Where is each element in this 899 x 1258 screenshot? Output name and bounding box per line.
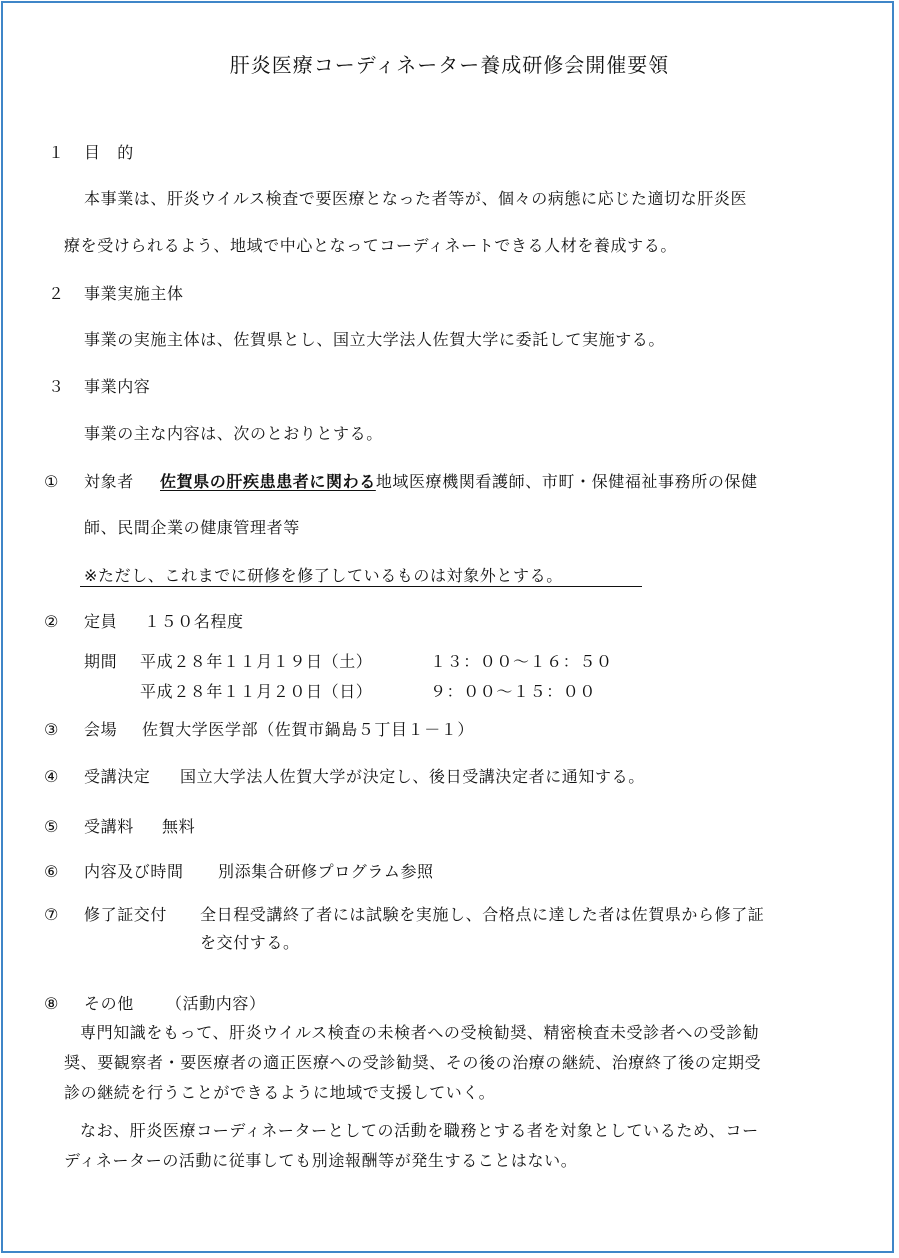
- item-7-mark: ⑦: [44, 905, 59, 924]
- item-7-label: 修了証交付: [84, 905, 168, 924]
- item-7-line-2: を交付する。: [200, 933, 300, 952]
- item-6-value: 別添集合研修プログラム参照: [218, 862, 434, 881]
- item-4-mark: ④: [44, 767, 59, 786]
- item-2-value: １５０名程度: [144, 612, 244, 631]
- section-2-heading: 事業実施主体: [84, 284, 184, 303]
- item-6-mark: ⑥: [44, 862, 59, 881]
- item-3-value: 佐賀大学医学部（佐賀市鍋島５丁目１－１）: [142, 720, 475, 739]
- section-1-paragraph-line-2: 療を受けられるよう、地域で中心となってコーディネートできる人材を養成する。: [64, 236, 677, 255]
- period-day-2-date: 平成２８年１１月２０日（日）: [140, 682, 373, 701]
- section-3-paragraph: 事業の主な内容は、次のとおりとする。: [84, 424, 383, 443]
- item-1-note-underline: [80, 586, 642, 587]
- period-day-2-time: ９：００～１５：００: [430, 682, 597, 701]
- item-5-label: 受講料: [84, 817, 134, 836]
- item-1-text: [160, 472, 758, 492]
- period-day-1-time: １３：００～１６：５０: [430, 652, 613, 671]
- item-6-label: 内容及び時間: [84, 862, 184, 881]
- section-1-paragraph-line-1: 本事業は、肝炎ウイルス検査で要医療となった者等が、個々の病態に応じた適切な肝炎医: [84, 189, 748, 208]
- period-day-1-date: 平成２８年１１月１９日（土）: [140, 652, 373, 671]
- section-3-heading: 事業内容: [84, 377, 151, 396]
- item-1-text-rest: 地域医療機関看護師、市町・保健福祉事務所の保健: [375, 472, 758, 491]
- item-8-paragraph-line-2: 奨、要観察者・要医療者の適正医療への受診勧奨、その後の治療の継続、治療終了後の定期受: [64, 1053, 762, 1072]
- item-1-mark: ①: [44, 472, 59, 491]
- item-1-underlined-text: 佐賀県の肝疾患患者に関わる: [160, 472, 376, 491]
- item-4-label: 受講決定: [84, 767, 151, 786]
- item-2-mark: ②: [44, 612, 59, 631]
- item-1-label: 対象者: [84, 472, 134, 491]
- section-2-paragraph: 事業の実施主体は、佐賀県とし、国立大学法人佐賀大学に委託して実施する。: [84, 330, 666, 349]
- item-8-label: その他: [84, 994, 134, 1013]
- item-3-label: 会場: [84, 720, 118, 739]
- item-8-paragraph-line-4: なお、肝炎医療コーディネーターとしての活動を職務とする者を対象としているため、コー: [80, 1121, 759, 1140]
- item-5-value: 無料: [162, 817, 196, 836]
- item-8-sub: （活動内容）: [166, 994, 266, 1013]
- item-5-mark: ⑤: [44, 817, 59, 836]
- document-title: 肝炎医療コーディネーター養成研修会開催要領: [229, 53, 670, 77]
- item-8-paragraph-line-5: ディネーターの活動に従事しても別途報酬等が発生することはない。: [64, 1151, 578, 1170]
- item-1-line-2: 師、民間企業の健康管理者等: [84, 518, 300, 537]
- period-label: 期間: [84, 652, 118, 671]
- item-3-mark: ③: [44, 720, 59, 739]
- item-2-label: 定員: [84, 612, 118, 631]
- section-1-heading: 目 的: [84, 143, 134, 162]
- item-8-paragraph-line-3: 診の継続を行うことができるように地域で支援していく。: [64, 1083, 496, 1102]
- item-7-line-1: 全日程受講終了者には試験を実施し、合格点に達した者は佐賀県から修了証: [200, 905, 765, 924]
- section-3-number: ３: [48, 377, 65, 396]
- item-1-note: ※ただし、これまでに研修を修了しているものは対象外とする。: [84, 566, 563, 585]
- section-2-number: ２: [48, 284, 65, 303]
- item-8-paragraph-line-1: 専門知識をもって、肝炎ウイルス検査の未検者への受検勧奨、精密検査未受診者への受診勧: [80, 1023, 760, 1042]
- item-4-value: 国立大学法人佐賀大学が決定し、後日受講決定者に通知する。: [180, 767, 645, 786]
- item-8-mark: ⑧: [44, 994, 59, 1013]
- section-1-number: １: [48, 143, 65, 162]
